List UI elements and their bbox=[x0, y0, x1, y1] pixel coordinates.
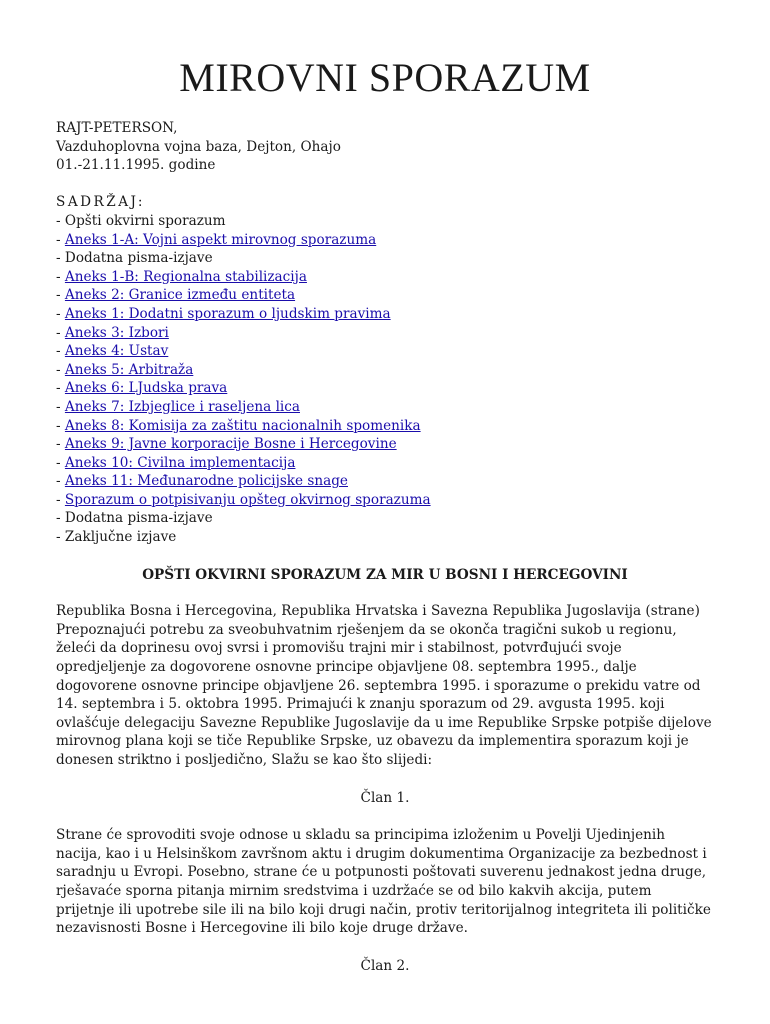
toc-item-prefix: - bbox=[56, 436, 65, 453]
toc-item[interactable] bbox=[56, 286, 714, 305]
toc-item[interactable] bbox=[56, 305, 714, 324]
toc-link[interactable]: Aneks 6: LJudska prava bbox=[64, 380, 228, 397]
toc-item bbox=[56, 249, 714, 268]
toc-item-prefix: - bbox=[56, 491, 65, 508]
toc-item-prefix: - bbox=[56, 212, 65, 229]
toc-item[interactable] bbox=[56, 398, 714, 417]
toc-item[interactable] bbox=[56, 472, 714, 491]
toc-link[interactable]: Aneks 1: Dodatni sporazum o ljudskim pravima bbox=[64, 305, 391, 322]
toc-item-prefix: - bbox=[56, 268, 65, 285]
toc-item-prefix: - bbox=[56, 287, 65, 304]
intro-paragraph: Republika Bosna i Hercegovina, Republika Hrvatska i Savezna Republika Jugoslavija (strane) Prepoznajući potrebu za sveobuhvatnim rješenjem da se okonča tragični sukob u regionu, želeći da doprinesu ovoj svrsi i promovišu trajni mir i stabilnost, potvrđujući svoje opredjeljenje za dogovorene osnovne principe objavljene 08. septembra 1995., dalje dogovorene osnovne principe objavljene 26. septembra 1995. i sporazume o prekidu vatre od 14. septembra i 5. oktobra 1995. Primajući k znanju sporazum od 29. avgusta 1995. koji ovlašćuje delegaciju Savezne Republike Jugoslavije da u ime Republike Srpske potpiše dijelove mirovnog plana koji se tiče Republike Srpske, uz obavezu da implementira sporazum koji je donesen striktno i posljedično, Slažu se kao što slijedi: bbox=[56, 603, 712, 768]
toc-heading: SADRŽAJ: bbox=[56, 194, 146, 211]
toc-item[interactable] bbox=[56, 361, 714, 380]
toc-link[interactable]: Aneks 2: Granice između entiteta bbox=[64, 287, 296, 304]
toc-item-prefix: - bbox=[56, 454, 65, 471]
toc-link[interactable]: Aneks 8: Komisija za zaštitu nacionalnih spomenika bbox=[64, 417, 421, 434]
document-title: MIROVNI SPORAZUM bbox=[179, 55, 591, 100]
toc-item[interactable] bbox=[56, 379, 714, 398]
toc-item-prefix: - bbox=[56, 417, 65, 434]
toc-item[interactable] bbox=[56, 454, 714, 473]
header-line: Vazduhoplovna vojna baza, Dejton, Ohajo bbox=[56, 138, 341, 155]
toc-item-prefix: - bbox=[56, 324, 65, 341]
toc-item-prefix: - bbox=[56, 305, 65, 322]
toc-item bbox=[56, 212, 714, 231]
toc-link[interactable]: Aneks 7: Izbjeglice i raseljena lica bbox=[64, 398, 300, 415]
toc-item[interactable] bbox=[56, 417, 714, 436]
header-line: 01.-21.11.1995. godine bbox=[56, 157, 216, 174]
toc-item bbox=[56, 528, 714, 547]
toc-link[interactable]: Aneks 1-A: Vojni aspekt mirovnog sporazuma bbox=[64, 231, 377, 248]
toc-item[interactable] bbox=[56, 268, 714, 287]
toc-item-label: Zaključne izjave bbox=[64, 529, 177, 546]
table-of-contents bbox=[56, 212, 714, 547]
article-2-heading: Član 2. bbox=[360, 957, 410, 974]
document-header bbox=[56, 119, 714, 175]
toc-link[interactable]: Aneks 10: Civilna implementacija bbox=[64, 454, 296, 471]
toc-item-prefix: - bbox=[56, 361, 65, 378]
toc-link[interactable]: Aneks 9: Javne korporacije Bosne i Hercegovine bbox=[64, 436, 397, 453]
toc-link[interactable]: Aneks 11: Međunarodne policijske snage bbox=[64, 473, 348, 490]
toc-item-prefix: - bbox=[56, 380, 65, 397]
toc-item bbox=[56, 509, 714, 528]
toc-item[interactable] bbox=[56, 435, 714, 454]
toc-item[interactable] bbox=[56, 491, 714, 510]
toc-link[interactable]: Aneks 3: Izbori bbox=[64, 324, 169, 341]
toc-item[interactable] bbox=[56, 324, 714, 343]
toc-item[interactable] bbox=[56, 342, 714, 361]
toc-link[interactable]: Aneks 1-B: Regionalna stabilizacija bbox=[64, 268, 307, 285]
toc-item-prefix: - bbox=[56, 398, 65, 415]
toc-link[interactable]: Aneks 4: Ustav bbox=[64, 343, 169, 360]
toc-item-prefix: - bbox=[56, 473, 65, 490]
toc-item-label: Dodatna pisma-izjave bbox=[64, 510, 213, 527]
section-title: OPŠTI OKVIRNI SPORAZUM ZA MIR U BOSNI I HERCEGOVINI bbox=[142, 566, 628, 583]
toc-item-label: Dodatna pisma-izjave bbox=[64, 250, 213, 267]
toc-item-prefix: - bbox=[56, 343, 65, 360]
toc-link[interactable]: Aneks 5: Arbitraža bbox=[64, 361, 194, 378]
toc-item[interactable] bbox=[56, 231, 714, 250]
header-line: RAJT-PETERSON, bbox=[56, 120, 178, 136]
toc-item-prefix: - bbox=[56, 231, 65, 248]
toc-item-prefix: - bbox=[56, 250, 65, 267]
toc-link[interactable]: Sporazum o potpisivanju opšteg okvirnog sporazuma bbox=[64, 491, 431, 508]
toc-item-prefix: - bbox=[56, 529, 65, 546]
toc-item-prefix: - bbox=[56, 510, 65, 527]
article-1-heading: Član 1. bbox=[360, 789, 410, 806]
article-1-text: Strane će sprovoditi svoje odnose u skladu sa principima izloženim u Povelji Ujedinjenih nacija, kao i u Helsinškom završnom aktu i drugim dokumentima Organizacije za bezbednost i saradnju u Evropi. Posebno, strane će u potpunosti poštovati suverenu jednakost jedna druge, rješavaće sporna pitanja mirnim sredstvima i uzdržaće se od bilo kakvih akcija, putem prijetnje ili upotrebe sile ili na bilo koji drugi način, protiv teritorijalnog integriteta ili političke nezavisnosti Bosne i Hercegovine ili bilo koje druge države. bbox=[56, 827, 711, 937]
toc-item-label: Opšti okvirni sporazum bbox=[64, 212, 226, 229]
